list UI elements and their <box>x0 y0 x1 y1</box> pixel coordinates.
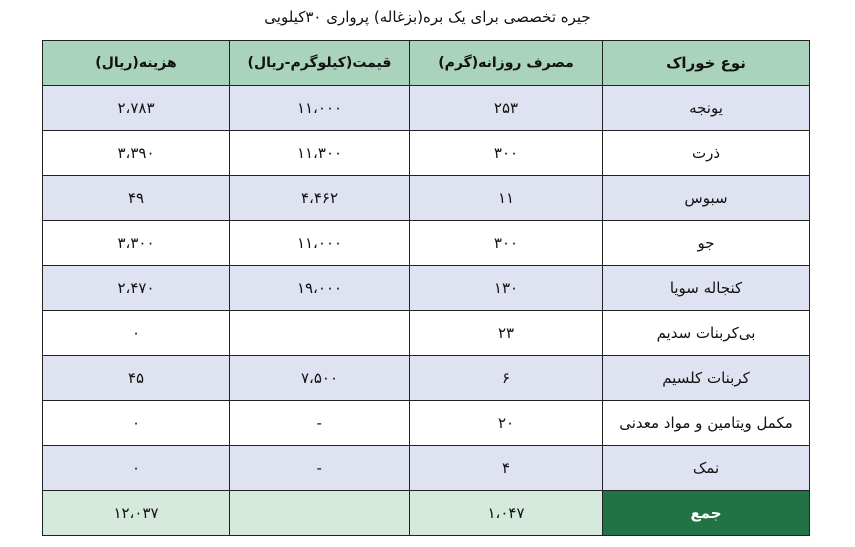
header-feed-type: نوع خوراک <box>603 41 810 86</box>
price-cell: ۱۱،۰۰۰ <box>230 86 410 131</box>
daily-use-cell: ۴ <box>410 446 603 491</box>
cost-cell: ۴۵ <box>43 356 230 401</box>
table-row <box>43 131 810 176</box>
price-cell: ۱۹،۰۰۰ <box>230 266 410 311</box>
table-row <box>43 356 810 401</box>
daily-use-cell: ۲۳ <box>410 311 603 356</box>
total-label-cell: جمع <box>603 491 810 536</box>
header-cost: هزینه(ریال) <box>43 41 230 86</box>
table-row <box>43 401 810 446</box>
header-price: قیمت(کیلوگرم-ریال) <box>230 41 410 86</box>
price-cell: ۷،۵۰۰ <box>230 356 410 401</box>
total-cost-cell: ۱۲،۰۳۷ <box>43 491 230 536</box>
total-daily-use-cell: ۱،۰۴۷ <box>410 491 603 536</box>
daily-use-cell: ۱۱ <box>410 176 603 221</box>
cost-cell: ۰ <box>43 401 230 446</box>
feed-name-cell: بی‌کربنات سدیم <box>603 311 810 356</box>
price-cell: - <box>230 446 410 491</box>
feed-name-cell: سبوس <box>603 176 810 221</box>
diet-table <box>42 40 810 536</box>
cost-cell: ۳،۳۰۰ <box>43 221 230 266</box>
cost-cell: ۲،۷۸۳ <box>43 86 230 131</box>
price-cell: ۱۱،۳۰۰ <box>230 131 410 176</box>
feed-name-cell: مکمل ویتامین و مواد معدنی <box>603 401 810 446</box>
daily-use-cell: ۳۰۰ <box>410 221 603 266</box>
table-row <box>43 311 810 356</box>
daily-use-cell: ۲۵۳ <box>410 86 603 131</box>
table-row <box>43 86 810 131</box>
price-cell: - <box>230 401 410 446</box>
cost-cell: ۰ <box>43 311 230 356</box>
feed-name-cell: نمک <box>603 446 810 491</box>
table-row <box>43 446 810 491</box>
table-row <box>43 176 810 221</box>
document-title: جیره تخصصی برای یک بره(بزغاله) پرواری ۳۰کیلویی <box>264 8 591 26</box>
cost-cell: ۴۹ <box>43 176 230 221</box>
table-header-row <box>43 41 810 86</box>
total-price-cell <box>230 491 410 536</box>
daily-use-cell: ۱۳۰ <box>410 266 603 311</box>
feed-name-cell: کربنات کلسیم <box>603 356 810 401</box>
table-row <box>43 266 810 311</box>
table-row <box>43 221 810 266</box>
feed-name-cell: ذرت <box>603 131 810 176</box>
feed-name-cell: جو <box>603 221 810 266</box>
cost-cell: ۳،۳۹۰ <box>43 131 230 176</box>
cost-cell: ۲،۴۷۰ <box>43 266 230 311</box>
price-cell <box>230 311 410 356</box>
header-daily-use: مصرف روزانه(گرم) <box>410 41 603 86</box>
cost-cell: ۰ <box>43 446 230 491</box>
feed-name-cell: یونجه <box>603 86 810 131</box>
price-cell: ۴،۴۶۲ <box>230 176 410 221</box>
feed-name-cell: کنجاله سویا <box>603 266 810 311</box>
daily-use-cell: ۲۰ <box>410 401 603 446</box>
daily-use-cell: ۳۰۰ <box>410 131 603 176</box>
price-cell: ۱۱،۰۰۰ <box>230 221 410 266</box>
daily-use-cell: ۶ <box>410 356 603 401</box>
total-row <box>43 491 810 536</box>
